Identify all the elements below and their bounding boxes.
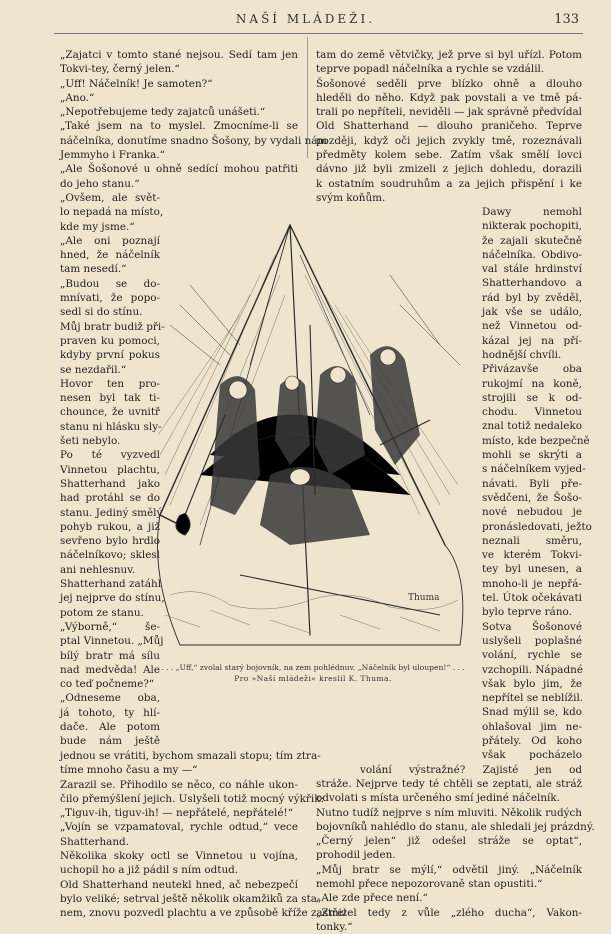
text-line: Šošonové seděli prve blízko ohně a dlouho	[316, 77, 582, 90]
illustration-drawing	[140, 215, 475, 655]
right-column-continuation-line	[360, 763, 582, 777]
text-line: Můj bratr budiž při-	[60, 320, 165, 333]
text-line: jak vše se událo,	[482, 306, 582, 319]
text-line: Několika skoky octl se Vinnetou u vojína,	[60, 850, 298, 863]
text-line: Shatterhand zatáhl	[60, 578, 162, 591]
text-line: náčelníka. Obdivo-	[482, 248, 582, 261]
text-line: než Vinnetou od-	[482, 320, 582, 333]
text-line: mohli se skrýti a	[482, 449, 582, 462]
text-line: ohlašoval jim ne-	[482, 720, 582, 733]
running-header: NAŠÍ MLÁDEŽI.	[235, 12, 376, 26]
text-line: tam do země větvičky, jež prve si byl uřízl. Potom	[316, 49, 582, 61]
text-line: Po té vyzvedl	[60, 449, 160, 462]
text-line: volání výstražné? Zajisté jen od	[360, 764, 582, 776]
text-line: „Zmizel tedy z vůle „zlého ducha“, Vakon-	[316, 906, 582, 919]
text-line: Shatterhand jako	[60, 477, 160, 490]
text-line: se nezdařil.“	[60, 363, 127, 376]
text-line: svým koňům.	[316, 191, 386, 204]
text-line: však pocházelo	[482, 749, 582, 762]
right-column-bottom-text	[316, 777, 595, 934]
header-rule	[54, 33, 583, 34]
artist-signature: Thuma	[408, 593, 440, 603]
text-line: tonky.“	[316, 920, 353, 933]
text-line: „Nepotřebujeme tedy zajatců unášeti.“	[60, 106, 266, 119]
text-line: já tohoto, ty hlí-	[60, 706, 160, 719]
text-line: bojovníků nahlédlo do stanu, ale shledali jej prázdný.	[316, 820, 595, 833]
text-line: teprve popadl náčelníka a rychle se vzdálil.	[316, 63, 545, 76]
text-line: „Tiguv-ih, tiguv-ih! — nepřátelé, nepřátelé!“	[60, 807, 294, 820]
text-line: „Ale Šošonové u ohně sedící mohou patřiti	[60, 163, 298, 176]
text-line: co teď počneme?“	[60, 678, 155, 691]
text-line: Sotva Šošonové	[482, 620, 582, 633]
text-line: že zajali skutečně	[482, 234, 582, 247]
text-line: bylo teprve ráno.	[482, 606, 572, 619]
right-column-top-text	[316, 48, 582, 205]
illustration-caption	[128, 662, 498, 684]
text-line: tel. Útok očekávati	[482, 592, 582, 605]
text-line: Dawy nemohl	[482, 206, 582, 218]
text-line: rád byl by zvěděl,	[482, 291, 582, 304]
text-line: stanu. Jediný smělý	[60, 506, 163, 519]
text-line: strojili se k od-	[482, 391, 582, 404]
left-column-bottom-text	[60, 749, 347, 921]
text-line: hned, že náčelník	[60, 249, 160, 262]
left-column-top-text	[60, 48, 328, 191]
text-line: volání, rychle se	[482, 649, 582, 662]
text-line: Snad mýlil se, kdo	[482, 706, 582, 719]
text-line: ptal Vinnetou. „Můj	[60, 635, 164, 648]
text-line: „Ale oni poznají	[60, 234, 160, 247]
text-line: šeti nebylo.	[60, 435, 121, 448]
text-line: kde my jsme.“	[60, 220, 135, 233]
text-line: trali po nepříteli, neviděli — jak správně předvídal	[316, 106, 582, 119]
text-line: hodnější chvíli.	[482, 348, 562, 361]
text-line: chounce, že uvnitř	[60, 406, 160, 419]
text-line: tíme mnoho času a my —“	[60, 764, 198, 777]
text-line: Zarazil se. Přihodilo se něco, co náhle ukon-	[60, 778, 298, 791]
text-line: bude nám ještě	[60, 735, 160, 748]
text-line: uchopil ho a již pádil s ním odtud.	[60, 864, 239, 877]
text-line: jednou se vrátiti, bychom smazali stopu; tím ztra-	[60, 750, 321, 762]
text-line: Nutno tudíž nejprve s ním mluviti. Několik rudých	[316, 806, 582, 819]
text-line: „Ale zde přece není.“	[316, 892, 428, 905]
text-line: sevřeno bylo hrdlo	[60, 535, 160, 548]
text-line: nikterak pochopiti,	[482, 220, 582, 233]
text-line: návati. Byli pře-	[482, 477, 582, 490]
text-line: chodu. Vinnetou	[482, 406, 582, 419]
text-line: kdyby první pokus	[60, 349, 160, 362]
text-line: bílý bratr má sílu	[60, 649, 160, 662]
text-line: náčelníkovo; sklesl	[60, 549, 160, 562]
text-line: do jeho stanu.“	[60, 177, 140, 190]
text-line: jej nejprve do stínu,	[60, 592, 165, 605]
text-line: „Zajatci v tomto stané nejsou. Sedí tam jen	[60, 49, 298, 61]
text-line: svědčeni, že Šošo-	[482, 491, 582, 504]
text-line: had protáhl se do	[60, 492, 160, 505]
text-line: val stále hrdinství	[482, 263, 582, 276]
text-line: „Ovšem, ale svět-	[60, 192, 160, 204]
text-line: k ostatním soudruhům a za jejich přispění i ke	[316, 177, 582, 190]
text-line: Tokvi-tey, černý jelen.“	[60, 63, 180, 76]
text-line: praven ku pomoci,	[60, 334, 160, 347]
text-line: nesen byl tak ti-	[60, 392, 160, 405]
text-line: dače. Ale potom	[60, 720, 160, 733]
text-line: mnívati, že popo-	[60, 292, 160, 305]
text-line: předměty kolem sebe. Zatím však smělí lovci	[316, 149, 582, 162]
text-line: sedl si do stínu.	[60, 306, 143, 319]
text-line: nem, znovu pozvedl plachtu a ve způsobě kříže zastřel	[60, 907, 347, 920]
text-line: přátely. Od koho	[482, 734, 582, 747]
page-number: 133	[554, 12, 579, 27]
text-line: vzchopili. Nápadné	[482, 663, 583, 676]
text-line: s náčelníkem vyjed-	[482, 463, 586, 476]
text-line: rukojmí na koně,	[482, 377, 582, 390]
text-line: Přivázavše oba	[482, 363, 582, 376]
text-line: tam nesedí.“	[60, 263, 127, 276]
text-line: prohodil jeden.	[316, 849, 396, 862]
text-line: bylo veliké; setrval ještě několik okamžiků za sta-	[60, 892, 321, 905]
text-line: lo nepadá na místo,	[60, 206, 164, 219]
text-line: tey byl unesen, a	[482, 563, 582, 576]
text-line: Jemmyho i Franka.“	[60, 149, 165, 162]
text-line: „Ano.“	[60, 91, 95, 104]
text-line: „Uff! Náčelník! Je samoten?“	[60, 77, 213, 90]
text-line: dávno již byli zmizeli z jejich dohledu, dorazili	[316, 163, 582, 176]
tent-illustration	[140, 215, 475, 655]
text-line: kázal jej na pří-	[482, 334, 582, 347]
text-line: Old Shatterhand — dlouho praničeho. Teprve	[316, 120, 582, 133]
text-line: „Můj bratr se mýlí,“ odvětil jiný. „Náčelník	[316, 863, 582, 876]
text-line: však bylo jim, že	[482, 677, 582, 690]
text-line: „Vojín se vzpamatoval, rychle odtud,“ vece	[60, 821, 298, 834]
text-line: Shatterhandovo a	[482, 277, 582, 290]
text-line: hleděli do něho. Když pak povstali a ve tmě pá-	[316, 91, 582, 104]
text-line: znal totiž nedaleko	[482, 420, 582, 433]
text-line: nad medvěda! Ale	[60, 663, 160, 676]
text-line: místo, kde bezpečně	[482, 434, 590, 447]
text-line: stanu ni hlásku sly-	[60, 420, 162, 433]
text-line: uslyšeli poplašné	[482, 634, 582, 647]
text-line: nepřítel se neblížil.	[482, 692, 584, 705]
text-line: stráže. Nejprve tedy té chtěli se zeptati, ale stráž	[316, 778, 582, 790]
text-line: neznali směru,	[482, 534, 582, 547]
text-line: „Odneseme oba,	[60, 692, 160, 705]
text-line: Hovor ten pro-	[60, 377, 160, 390]
text-line: náčelníka, donutíme snadno Šošony, by vydali nám	[60, 134, 328, 147]
text-line: ve kterém Tokvi-	[482, 549, 582, 562]
text-line: Vinnetou plachtu,	[60, 463, 160, 476]
text-line: „Výborně,“ še-	[60, 620, 160, 633]
text-line: čilo přemýšlení jejich. Uslyšeli totiž mocný výkřik:	[60, 792, 325, 805]
caption-line-1: . . . „Uff,“ zvolal starý bojovník, na zem pohlédnuv. „Náčelník byl uloupen!“ . . .	[161, 663, 465, 672]
text-line: Old Shatterhand neutekl hned, ač nebezpečí	[60, 878, 298, 891]
text-line: odvolati s místa určeného smí jediné náčelník.	[316, 792, 560, 805]
text-line: nové nebudou je	[482, 506, 582, 519]
text-line: později, když oči jejich zvykly tmě, rozeznávali	[316, 134, 582, 147]
text-line: potom ze stanu.	[60, 606, 144, 619]
text-line: „Budou se do-	[60, 277, 160, 290]
text-line: „Také jsem na to myslel. Zmocníme-li se	[60, 120, 298, 133]
caption-credit: Pro »Naší mládeži« kreslil K. Thuma.	[234, 674, 392, 683]
text-line: ani nehlesnuv.	[60, 563, 136, 576]
text-line: pohyb rukou, a již	[60, 520, 160, 533]
text-line: pronásledovati, ježto	[482, 520, 592, 533]
text-line: „Černý jelen“ již odešel stráže se optat“,	[316, 835, 582, 848]
text-line: Shatterhand.	[60, 835, 130, 848]
text-line: nemohl přece nepozorovaně stan opustiti.“	[316, 878, 543, 891]
text-line: mnoho-li je nepřá-	[482, 577, 582, 590]
